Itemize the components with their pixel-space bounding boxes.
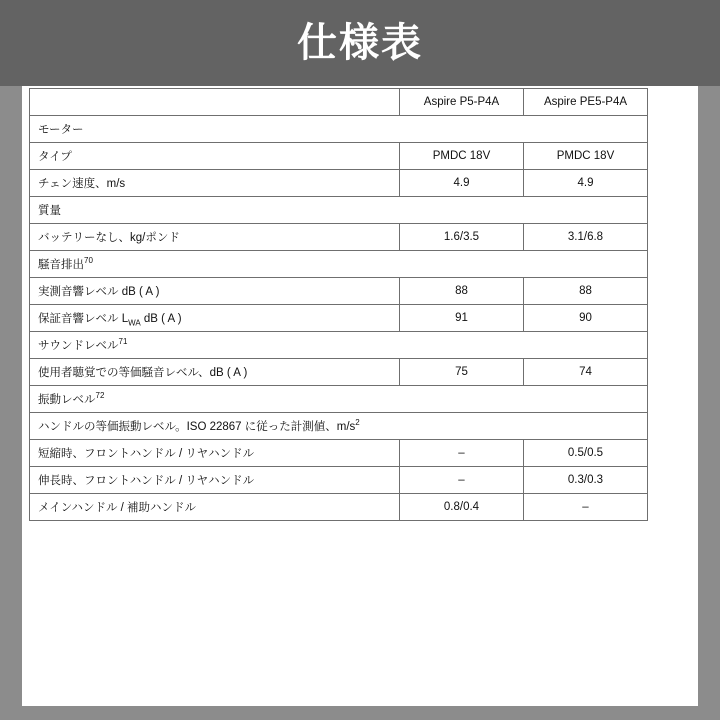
table-row — [30, 413, 648, 440]
footnote-marker: 70 — [84, 256, 93, 266]
section-label: 質量 — [30, 197, 648, 224]
row-label: チェン速度、m/s — [30, 170, 400, 197]
unit-exponent: 2 — [355, 418, 360, 428]
row-label-post: dB ( A ) — [140, 313, 182, 325]
table-row — [30, 143, 648, 170]
row-value: 3.1/6.8 — [524, 224, 648, 251]
table-row — [30, 467, 648, 494]
table-row — [30, 278, 648, 305]
footnote-marker: 71 — [118, 337, 128, 347]
row-value: PMDC 18V — [400, 143, 524, 170]
column-header-model-2: Aspire PE5-P4A — [524, 89, 648, 116]
section-label-text: ハンドルの等価振動レベル。ISO 22867 に従った計測値、m/s — [38, 421, 356, 433]
row-value: – — [524, 494, 648, 521]
table-row — [30, 116, 648, 143]
row-label: メインハンドル / 補助ハンドル — [30, 494, 400, 521]
row-label: バッテリーなし、kg/ポンド — [30, 224, 400, 251]
column-header-blank — [30, 89, 400, 116]
row-value: 88 — [524, 278, 648, 305]
row-value: 91 — [400, 305, 524, 332]
header-band — [0, 0, 720, 86]
section-label-text: サウンドレベル — [38, 340, 119, 352]
row-value: 0.8/0.4 — [400, 494, 524, 521]
table-row — [30, 170, 648, 197]
section-label-text: 振動レベル — [38, 394, 96, 406]
table-row — [30, 251, 648, 278]
row-value: 90 — [524, 305, 648, 332]
row-value: 75 — [400, 359, 524, 386]
row-value: 0.5/0.5 — [524, 440, 648, 467]
row-value: 88 — [400, 278, 524, 305]
row-label — [30, 305, 400, 332]
row-value: – — [400, 467, 524, 494]
table-row — [30, 494, 648, 521]
row-value: 4.9 — [400, 170, 524, 197]
table-row — [30, 440, 648, 467]
table-row — [30, 305, 648, 332]
column-header-model-1: Aspire P5-P4A — [400, 89, 524, 116]
section-label-text: 騒音排出 — [38, 259, 84, 271]
table-row — [30, 386, 648, 413]
row-label: 伸長時、フロントハンドル / リヤハンドル — [30, 467, 400, 494]
section-label: モーター — [30, 116, 648, 143]
row-label: タイプ — [30, 143, 400, 170]
section-label — [30, 386, 648, 413]
row-value: 74 — [524, 359, 648, 386]
spec-table-container — [29, 88, 647, 521]
row-value: 4.9 — [524, 170, 648, 197]
spec-table — [29, 88, 648, 521]
row-value: – — [400, 440, 524, 467]
table-body — [30, 116, 648, 521]
table-header-row — [30, 89, 648, 116]
page-title: 仕様表 — [297, 21, 423, 65]
table-row — [30, 197, 648, 224]
section-label — [30, 251, 648, 278]
section-label-wide — [30, 413, 648, 440]
table-row — [30, 332, 648, 359]
row-value: 1.6/3.5 — [400, 224, 524, 251]
table-row — [30, 224, 648, 251]
row-label-pre: 保証音響レベル L — [38, 313, 129, 325]
row-value: PMDC 18V — [524, 143, 648, 170]
row-label: 使用者聴覚での等価騒音レベル、dB ( A ) — [30, 359, 400, 386]
row-value: 0.3/0.3 — [524, 467, 648, 494]
footnote-marker: 72 — [95, 391, 105, 401]
section-label — [30, 332, 648, 359]
row-label-subscript: WA — [128, 318, 141, 328]
row-label: 実測音響レベル dB ( A ) — [30, 278, 400, 305]
row-label: 短縮時、フロントハンドル / リヤハンドル — [30, 440, 400, 467]
table-row — [30, 359, 648, 386]
